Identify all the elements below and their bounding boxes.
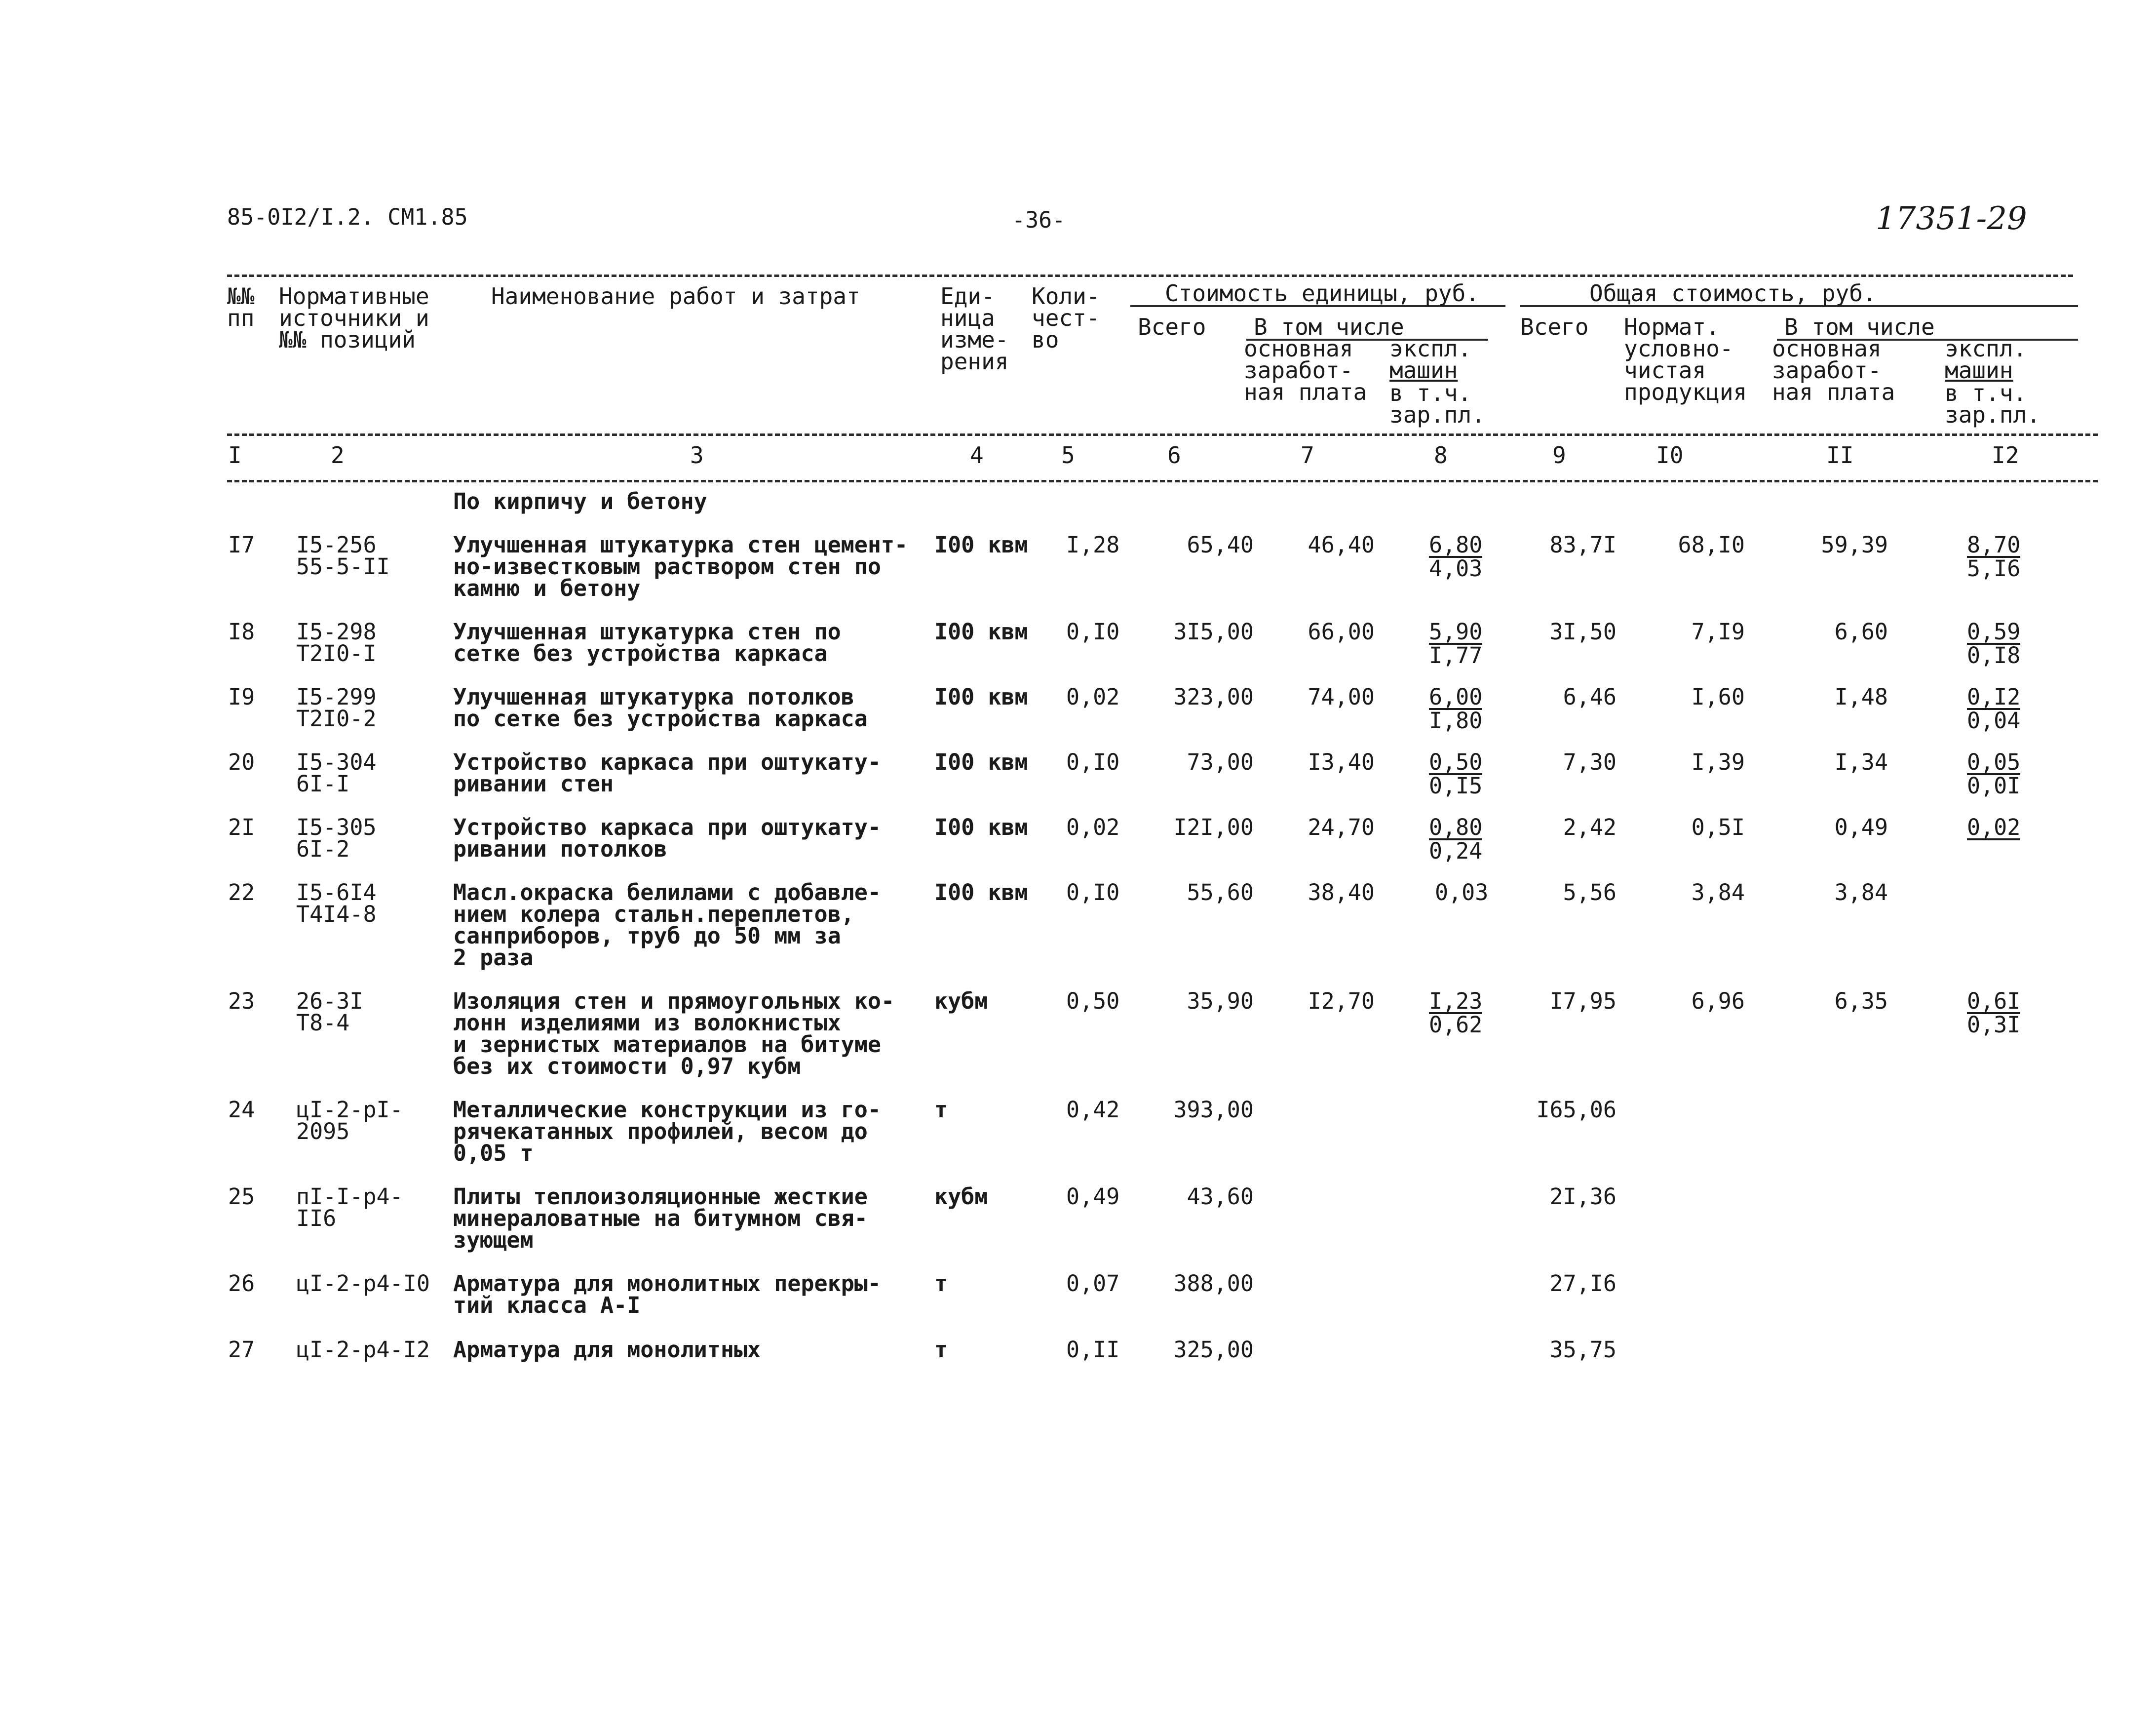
cell-c8-num: 0,80 bbox=[1429, 814, 1483, 840]
colnum: 3 bbox=[690, 442, 704, 469]
header-col5: Коли- чест- во bbox=[1032, 283, 1100, 353]
cell-c12-den: 0,04 bbox=[1967, 708, 2021, 734]
cell-c11: 59,39 bbox=[1821, 532, 1888, 558]
cell-src: цI-2-р4-I2 bbox=[296, 1337, 430, 1363]
cell-unit: I00 квм bbox=[934, 532, 1028, 558]
cell-c9: 83,7I bbox=[1549, 532, 1617, 558]
cell-c12-num: 0,59 bbox=[1967, 619, 2021, 645]
cell-qty: 0,02 bbox=[1066, 814, 1120, 840]
cell-c8-num: 6,00 bbox=[1429, 684, 1483, 710]
cell-c6: 65,40 bbox=[1187, 532, 1254, 558]
cell-c8-fraction bbox=[1429, 814, 1483, 864]
cell-qty: 0,II bbox=[1066, 1337, 1120, 1363]
cell-c8-num: 0,50 bbox=[1429, 749, 1483, 775]
header-col4: Еди- ница изме- рения bbox=[940, 283, 1009, 375]
header-col9: Всего bbox=[1520, 314, 1589, 340]
cell-c8-fraction bbox=[1429, 751, 1482, 797]
cell-c12-num: 8,70 bbox=[1967, 532, 2021, 558]
cell-c8-fraction bbox=[1429, 990, 1482, 1036]
cell-c9: 6,46 bbox=[1563, 684, 1617, 710]
cell-src: I5-304 6I-I bbox=[296, 749, 377, 797]
cell-unit: I00 квм bbox=[934, 879, 1028, 905]
cell-name: Изоляция стен и прямоугольных ко- лонн изделиями из волокнистых и зернистых материалов на битуме без их стоимости 0,97 кубм bbox=[453, 988, 895, 1079]
cell-c6: 393,00 bbox=[1173, 1097, 1254, 1123]
cell-c12-fraction bbox=[1967, 621, 2020, 667]
cell-c6: 73,00 bbox=[1187, 749, 1254, 775]
cell-c6: 323,00 bbox=[1173, 684, 1254, 710]
cell-name: Улучшенная штукатурка потолков по сетке без устройства каркаса bbox=[453, 684, 868, 732]
colnum: 9 bbox=[1552, 442, 1566, 469]
cell-c10: 68,I0 bbox=[1678, 532, 1745, 558]
colnum-bottom-rule bbox=[227, 480, 2098, 482]
cell-n: 23 bbox=[228, 988, 255, 1014]
cell-c12-den: 0,3I bbox=[1967, 1012, 2021, 1038]
cell-src: I5-6I4 T4I4-8 bbox=[296, 879, 377, 927]
cell-c7: I2,70 bbox=[1308, 988, 1375, 1014]
document-code: 85-0I2/I.2. СМ1.85 bbox=[227, 204, 468, 230]
cell-src: I5-298 T2I0-I bbox=[296, 619, 377, 667]
cell-unit: т bbox=[934, 1270, 948, 1297]
cell-name: Металлические конструкции из го- рячекатанных профилей, весом до 0,05 т bbox=[453, 1097, 881, 1166]
colnum: 8 bbox=[1434, 442, 1448, 469]
cell-name: Плиты теплоизоляционные жесткие минераловатные на битумном свя- зующем bbox=[453, 1183, 868, 1253]
cell-qty: 0,07 bbox=[1066, 1270, 1120, 1297]
cell-c6: 43,60 bbox=[1187, 1183, 1254, 1210]
cell-c9: 2,42 bbox=[1563, 814, 1617, 840]
section-title: По кирпичу и бетону bbox=[453, 488, 707, 514]
cell-name: Арматура для монолитных перекры- тий класса А-I bbox=[453, 1270, 881, 1318]
cell-src: цI-2-рI- 2095 bbox=[296, 1097, 403, 1144]
cell-c12-fraction bbox=[1967, 751, 2020, 797]
header-col2: Нормативные источники и №№ позиций bbox=[279, 283, 429, 353]
cell-n: I7 bbox=[228, 532, 255, 558]
cell-c8-fraction bbox=[1429, 534, 1482, 580]
cell-c11: 6,60 bbox=[1834, 619, 1888, 645]
cell-c6: 388,00 bbox=[1173, 1270, 1254, 1297]
cell-c12-fraction bbox=[1967, 686, 2020, 732]
colnum: 4 bbox=[970, 442, 984, 469]
cell-c7: 66,00 bbox=[1308, 619, 1375, 645]
header-col11: основная заработ- ная плата bbox=[1772, 335, 1895, 405]
cell-n: I9 bbox=[228, 684, 255, 710]
cell-c11: I,34 bbox=[1834, 749, 1888, 775]
cell-unit: I00 квм bbox=[934, 814, 1028, 840]
cell-c9: 3I,50 bbox=[1549, 619, 1617, 645]
cell-c9: 2I,36 bbox=[1549, 1183, 1617, 1210]
colnum: I0 bbox=[1656, 442, 1684, 469]
header-col3: Наименование работ и затрат bbox=[491, 283, 860, 310]
header-col8-c: в т.ч. зар.пл. bbox=[1389, 380, 1485, 428]
cell-name: Масл.окраска белилами с добавле- нием колера стальн.переплетов, санприборов, труб до 50 мм за 2 раза bbox=[453, 879, 881, 971]
cell-c8-den: 0,62 bbox=[1429, 1012, 1483, 1038]
cell-c8-den: I,80 bbox=[1429, 708, 1483, 734]
cell-c9: 35,75 bbox=[1549, 1337, 1617, 1363]
cell-name: Устройство каркаса при оштукату- ривании потолков bbox=[453, 814, 881, 862]
cell-c11: I,48 bbox=[1834, 684, 1888, 710]
header-col12-b: машин bbox=[1945, 357, 2013, 384]
cell-unit: I00 квм bbox=[934, 619, 1028, 645]
cell-qty: I,28 bbox=[1066, 532, 1120, 558]
cell-n: 2I bbox=[228, 814, 255, 840]
cell-name: Арматура для монолитных bbox=[453, 1337, 761, 1363]
header-col7: основная заработ- ная плата bbox=[1244, 335, 1367, 405]
cell-c7: 74,00 bbox=[1308, 684, 1375, 710]
cell-n: 26 bbox=[228, 1270, 255, 1297]
cell-c8: 0,03 bbox=[1435, 879, 1489, 905]
cell-c10: I,39 bbox=[1691, 749, 1745, 775]
cell-qty: 0,I0 bbox=[1066, 879, 1120, 905]
cell-c12-fraction bbox=[1967, 534, 2020, 580]
colnum: 7 bbox=[1301, 442, 1314, 469]
cell-c8-den: 0,I5 bbox=[1429, 773, 1483, 799]
cell-n: 20 bbox=[228, 749, 255, 775]
cell-qty: 0,02 bbox=[1066, 684, 1120, 710]
cell-c9: 7,30 bbox=[1563, 749, 1617, 775]
cell-c7: I3,40 bbox=[1308, 749, 1375, 775]
cell-c9: 27,I6 bbox=[1549, 1270, 1617, 1297]
cell-unit: I00 квм bbox=[934, 684, 1028, 710]
cell-name: Улучшенная штукатурка стен цемент- но-известковым раствором стен по камню и бетону bbox=[453, 532, 908, 601]
cell-c11: 0,49 bbox=[1834, 814, 1888, 840]
cell-c8-den: I,77 bbox=[1429, 642, 1483, 669]
cell-n: 25 bbox=[228, 1183, 255, 1210]
cell-c6: 3I5,00 bbox=[1173, 619, 1254, 645]
cell-c9: I65,06 bbox=[1536, 1097, 1617, 1123]
header-incl-a: В том числе bbox=[1254, 314, 1404, 340]
cell-n: I8 bbox=[228, 619, 255, 645]
cell-c6: 325,00 bbox=[1173, 1337, 1254, 1363]
cell-c7: 24,70 bbox=[1308, 814, 1375, 840]
cell-c11: 3,84 bbox=[1834, 879, 1888, 905]
header-total-cost: Общая стоимость, руб. bbox=[1589, 280, 1877, 307]
cell-c8-fraction bbox=[1429, 621, 1482, 667]
cell-c10: I,60 bbox=[1691, 684, 1745, 710]
cell-n: 24 bbox=[228, 1097, 255, 1123]
cell-c7: 38,40 bbox=[1308, 879, 1375, 905]
cell-c10: 6,96 bbox=[1691, 988, 1745, 1014]
cell-c10: 0,5I bbox=[1691, 814, 1745, 840]
cell-c6: 35,90 bbox=[1187, 988, 1254, 1014]
cell-qty: 0,I0 bbox=[1066, 619, 1120, 645]
cell-c12-num: 0,6I bbox=[1967, 988, 2021, 1014]
cell-n: 27 bbox=[228, 1337, 255, 1363]
cell-c6: 55,60 bbox=[1187, 879, 1254, 905]
cell-unit: I00 квм bbox=[934, 749, 1028, 775]
cell-name: Улучшенная штукатурка стен по сетке без устройства каркаса bbox=[453, 619, 841, 667]
cell-src: I5-305 6I-2 bbox=[296, 814, 377, 862]
cell-c12-fraction bbox=[1967, 990, 2020, 1036]
cell-c8-num: 6,80 bbox=[1429, 532, 1483, 558]
colnum: I2 bbox=[1992, 442, 2019, 469]
cell-c9: I7,95 bbox=[1549, 988, 1617, 1014]
cell-c12-fraction bbox=[1967, 814, 2021, 840]
header-col12-a: экспл. bbox=[1945, 335, 2027, 362]
cell-qty: 0,50 bbox=[1066, 988, 1120, 1014]
cell-c8-den: 0,24 bbox=[1429, 838, 1483, 864]
cell-c12-num: 0,05 bbox=[1967, 749, 2021, 775]
cell-c8-fraction bbox=[1429, 686, 1482, 732]
cell-src: пI-I-р4- II6 bbox=[296, 1183, 403, 1231]
cell-qty: 0,I0 bbox=[1066, 749, 1120, 775]
cell-src: I5-299 T2I0-2 bbox=[296, 684, 377, 732]
cell-c12-num: 0,I2 bbox=[1967, 684, 2021, 710]
cell-c12-den: 0,0I bbox=[1967, 773, 2021, 799]
colnum: 5 bbox=[1061, 442, 1075, 469]
cell-c12-den: 0,I8 bbox=[1967, 642, 2021, 669]
colnum: 2 bbox=[331, 442, 345, 469]
header-bottom-rule bbox=[227, 433, 2098, 436]
page-number: -36- bbox=[1012, 207, 1066, 233]
cell-src: цI-2-р4-I0 bbox=[296, 1270, 430, 1297]
cell-c8-den: 4,03 bbox=[1429, 555, 1483, 582]
header-col10: Нормат. условно- чистая продукция bbox=[1624, 314, 1747, 405]
cell-name: Устройство каркаса при оштукату- ривании стен bbox=[453, 749, 881, 797]
colnum: II bbox=[1826, 442, 1854, 469]
header-col6: Всего bbox=[1138, 314, 1206, 340]
cell-c12-num: 0,02 bbox=[1967, 814, 2021, 840]
cell-c11: 6,35 bbox=[1834, 988, 1888, 1014]
cell-qty: 0,49 bbox=[1066, 1183, 1120, 1210]
cell-c10: 7,I9 bbox=[1691, 619, 1745, 645]
cell-c8-num: I,23 bbox=[1429, 988, 1483, 1014]
header-col8-a: экспл. bbox=[1389, 335, 1472, 362]
cell-c12-den: 5,I6 bbox=[1967, 555, 2021, 582]
cell-unit: кубм bbox=[934, 1183, 988, 1210]
header-col1: №№ пп bbox=[227, 283, 255, 331]
cell-src: I5-256 55-5-II bbox=[296, 532, 390, 580]
colnum: 6 bbox=[1167, 442, 1181, 469]
header-unit-cost: Стоимость единицы, руб. bbox=[1165, 280, 1479, 307]
cell-c8-num: 5,90 bbox=[1429, 619, 1483, 645]
cell-unit: т bbox=[934, 1097, 948, 1123]
cell-unit: кубм bbox=[934, 988, 988, 1014]
cell-c9: 5,56 bbox=[1563, 879, 1617, 905]
handwritten-stamp: 17351-29 bbox=[1876, 200, 2027, 237]
colnum: I bbox=[228, 442, 242, 469]
cell-c10: 3,84 bbox=[1691, 879, 1745, 905]
cell-c6: I2I,00 bbox=[1173, 814, 1254, 840]
header-col12-c: в т.ч. зар.пл. bbox=[1945, 380, 2040, 428]
header-col8-b: машин bbox=[1389, 357, 1458, 384]
cell-n: 22 bbox=[228, 879, 255, 905]
cell-src: 26-3I T8-4 bbox=[296, 988, 363, 1036]
header-top-rule bbox=[227, 275, 2073, 277]
cell-c7: 46,40 bbox=[1308, 532, 1375, 558]
header-incl-b: В том числе bbox=[1784, 314, 1935, 340]
cell-unit: т bbox=[934, 1337, 948, 1363]
cell-qty: 0,42 bbox=[1066, 1097, 1120, 1123]
